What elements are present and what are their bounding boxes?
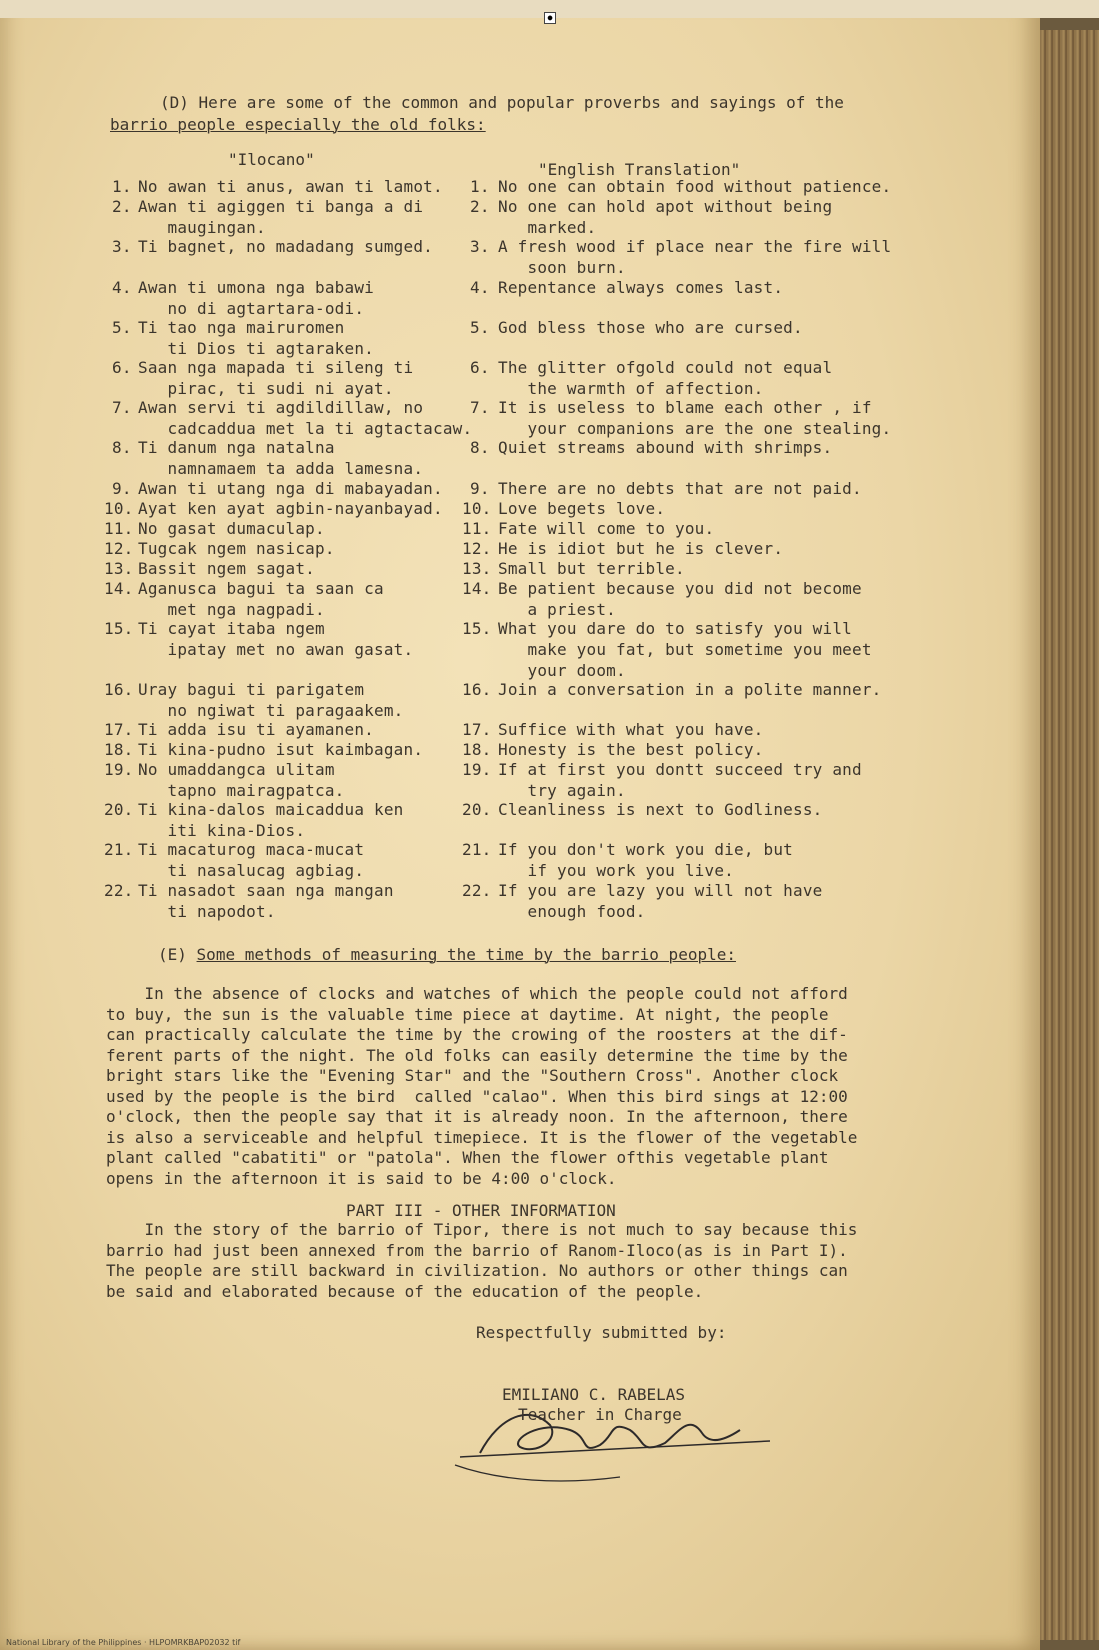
proverb-english: There are no debts that are not paid. xyxy=(498,478,862,498)
proverb-english: What you dare do to satisfy you will make you fat, but sometime you meet your doom. xyxy=(498,619,872,681)
proverb-english: Quiet streams abound with shrimps. xyxy=(498,438,833,458)
proverb-ilocano: Ti cayat itaba ngem ipatay met no awan gasat. xyxy=(138,619,414,660)
punch-mark-icon: ● xyxy=(544,12,556,24)
translation-number: 12. xyxy=(462,538,492,558)
translation-number: 3. xyxy=(470,237,490,257)
proverb-number: 15. xyxy=(104,619,134,639)
proverb-english: Suffice with what you have. xyxy=(498,719,764,739)
proverb-english: He is idiot but he is clever. xyxy=(498,538,784,558)
proverb-english: Love begets love. xyxy=(498,498,666,518)
proverb-ilocano: Saan nga mapada ti sileng ti pirac, ti sudi ni ayat. xyxy=(138,357,414,398)
proverb-english: Join a conversation in a polite manner. xyxy=(498,679,882,699)
translation-number: 16. xyxy=(462,679,492,699)
proverb-ilocano: Aganusca bagui ta saan ca met nga nagpadi. xyxy=(138,579,384,619)
proverb-number: 8. xyxy=(112,438,132,458)
archive-footer: National Library of the Philippines · HLPOMRKBAP02032 tif xyxy=(6,1638,241,1647)
proverb-ilocano: Ti kina-pudno isut kaimbagan. xyxy=(138,739,424,759)
proverb-ilocano: Ti bagnet, no madadang sumged. xyxy=(138,237,433,257)
proverb-english: Repentance always comes last. xyxy=(498,277,784,297)
translation-number: 1. xyxy=(470,177,490,196)
translation-number: 21. xyxy=(462,840,492,860)
proverb-number: 11. xyxy=(104,518,134,538)
proverb-ilocano: Awan ti umona nga babawi no di agtartara-odi. xyxy=(138,277,374,318)
column-heading-ilocano: "Ilocano" xyxy=(228,150,315,169)
proverb-english: Fate will come to you. xyxy=(498,518,715,538)
proverb-english: Cleanliness is next to Godliness. xyxy=(498,800,823,820)
proverb-ilocano: Ti tao nga mairuromen ti Dios ti agtaraken. xyxy=(138,317,374,358)
proverb-number: 20. xyxy=(104,800,134,820)
proverb-english: If at first you dontt succeed try and try again. xyxy=(498,759,862,800)
translation-number: 2. xyxy=(470,197,490,217)
proverb-number: 13. xyxy=(104,558,134,578)
proverb-english: Small but terrible. xyxy=(498,558,685,578)
proverb-english: God bless those who are cursed. xyxy=(498,317,803,337)
proverb-ilocano: Ti danum nga natalna namnamaem ta adda lamesna. xyxy=(138,438,424,479)
translation-number: 15. xyxy=(462,619,492,639)
proverb-number: 16. xyxy=(104,679,134,699)
proverb-ilocano: Ti adda isu ti ayamanen. xyxy=(138,719,374,739)
proverb-number: 12. xyxy=(104,538,134,558)
signer-role: Teacher in Charge xyxy=(518,1405,682,1424)
translation-number: 14. xyxy=(462,579,492,598)
proverb-number: 22. xyxy=(104,880,134,900)
proverb-ilocano: No awan ti anus, awan ti lamot. xyxy=(138,177,443,196)
proverb-ilocano: Awan ti agiggen ti banga a di maugingan. xyxy=(138,197,424,238)
proverb-english: Be patient because you did not become a priest. xyxy=(498,579,862,619)
proverb-ilocano: Ti macaturog maca-mucat ti nasalucag agbiag. xyxy=(138,840,365,881)
translation-number: 9. xyxy=(470,478,490,498)
proverb-ilocano: Ayat ken ayat agbin-nayanbayad. xyxy=(138,498,443,518)
translation-number: 18. xyxy=(462,739,492,759)
proverb-ilocano: Ti kina-dalos maicaddua ken iti kina-Dios. xyxy=(138,800,404,841)
translation-number: 4. xyxy=(470,277,490,297)
translation-number: 19. xyxy=(462,759,492,779)
proverb-ilocano: Uray bagui ti parigatem no ngiwat ti paragaakem. xyxy=(138,679,404,720)
column-heading-english: "English Translation" xyxy=(538,160,741,179)
proverb-english: No one can hold apot without being marked. xyxy=(498,197,833,238)
respectfully-submitted: Respectfully submitted by: xyxy=(476,1323,727,1342)
proverb-ilocano: Awan ti utang nga di mabayadan. xyxy=(138,478,443,498)
translation-number: 11. xyxy=(462,518,492,538)
translation-number: 10. xyxy=(462,498,492,518)
proverb-number: 10. xyxy=(104,498,134,518)
translation-number: 5. xyxy=(470,317,490,337)
translation-number: 17. xyxy=(462,719,492,739)
proverb-ilocano: Awan servi ti agdildillaw, no cadcaddua met la ti agtactacaw. xyxy=(138,398,473,439)
book-page-edges xyxy=(1040,30,1099,1640)
proverb-english: A fresh wood if place near the fire will soon burn. xyxy=(498,237,892,278)
proverb-ilocano: Ti nasadot saan nga mangan ti napodot. xyxy=(138,880,394,921)
proverb-number: 18. xyxy=(104,739,134,759)
proverb-ilocano: Bassit ngem sagat. xyxy=(138,558,315,578)
signer-name: EMILIANO C. RABELAS xyxy=(502,1385,686,1404)
proverb-english: If you don't work you die, but if you work you live. xyxy=(498,840,793,881)
proverb-english: The glitter ofgold could not equal the warmth of affection. xyxy=(498,357,833,398)
section-e-prefix: (E) xyxy=(158,945,187,964)
translation-number: 7. xyxy=(470,398,490,418)
section-d-heading-line1: (D) Here are some of the common and popular proverbs and sayings of the xyxy=(160,93,844,112)
section-e-title: Some methods of measuring the time by the barrio people: xyxy=(196,945,736,964)
proverb-english: Honesty is the best policy. xyxy=(498,739,764,759)
proverb-number: 21. xyxy=(104,840,134,860)
translation-number: 13. xyxy=(462,558,492,578)
translation-number: 20. xyxy=(462,800,492,820)
part-three-paragraph: In the story of the barrio of Tipor, there is not much to say because this barrio had just been annexed from the barrio of Ranom-Iloco(as is in Part I). The people are still backward in civilization. No authors or other things can be said and elaborated because of the education of the people. xyxy=(106,1220,858,1301)
proverb-number: 4. xyxy=(112,277,132,297)
proverb-number: 5. xyxy=(112,317,132,337)
proverb-number: 2. xyxy=(112,197,132,217)
proverb-ilocano: No umaddangca ulitam tapno mairagpatca. xyxy=(138,759,345,800)
translation-number: 22. xyxy=(462,880,492,900)
section-e-paragraph: In the absence of clocks and watches of which the people could not afford to buy, the sun is the valuable time piece at daytime. At night, the people can practically calculate the time by the crowing of the roosters at the dif- ferent parts of the night. The old folks can easily determine the time by the bright stars like the "Evening Star" and the "Southern Cross". Another clock used by the people is the bird called "calao". When this bird sings at 12:00 o'clock, then the people say that it is already noon. In the afternoon, there is also a serviceable and helpful timepiece. It is the flower of the vegetable plant called "cabatiti" or "patola". When the flower ofthis vegetable plant opens in the afternoon it is said to be 4:00 o'clock. xyxy=(106,984,858,1188)
proverb-ilocano: Tugcak ngem nasicap. xyxy=(138,538,335,558)
proverb-number: 6. xyxy=(112,357,132,377)
section-d-heading-line2: barrio people especially the old folks: xyxy=(110,115,486,134)
translation-number: 6. xyxy=(470,357,490,377)
proverb-number: 9. xyxy=(112,478,132,498)
proverb-ilocano: No gasat dumaculap. xyxy=(138,518,325,538)
proverb-number: 7. xyxy=(112,398,132,418)
proverb-number: 1. xyxy=(112,177,132,196)
proverb-english: It is useless to blame each other , if your companions are the one stealing. xyxy=(498,398,892,439)
proverb-english: No one can obtain food without patience. xyxy=(498,177,892,196)
section-e-heading xyxy=(158,944,736,965)
translation-number: 8. xyxy=(470,438,490,458)
proverb-english: If you are lazy you will not have enough food. xyxy=(498,880,823,921)
proverb-number: 17. xyxy=(104,719,134,739)
proverb-number: 14. xyxy=(104,579,134,598)
part-three-title: PART III - OTHER INFORMATION xyxy=(346,1201,616,1220)
proverb-number: 3. xyxy=(112,237,132,257)
proverb-number: 19. xyxy=(104,759,134,779)
